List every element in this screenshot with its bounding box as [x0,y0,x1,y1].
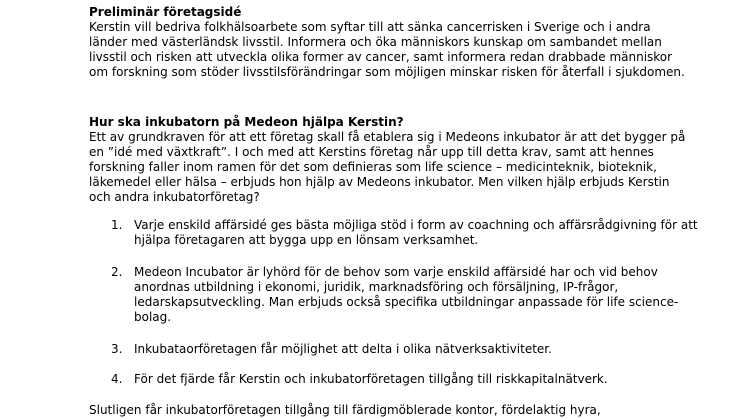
paragraph-preliminary-idea: Kerstin vill bedriva folkhälsoarbete som syftar till att sänka cancerrisken i Sverige och i andra länder med västerländsk livsstil. Informera och öka människors kunskap om sambandet mellan livsstil och risken att utveckla olika former av cancer, samt informera redan drabbade människor om forskning som stöder livsstilsförändringar som möjligen minskar risken för återfall i sjukdomen. [89,20,685,79]
heading-preliminary-idea: Preliminär företagsidé [89,5,242,19]
paragraph-incubator-help: Ett av grundkraven för att ett företag skall få etablera sig i Medeons inkubator är att det bygger på en ”idé med växtkraft”. I och med att Kerstins företag når upp till detta krav, samt att hennes forskning faller inom ramen för det som definieras som life science – medicinteknik, bioteknik, läkemedel eller hälsa – erbjuds hon hjälp av Medeons inkubator. Men vilken hjälp erbjuds Kerstin och andra inkubatorföretag? [89,130,686,204]
list-item [111,218,711,248]
section-preliminary-idea [89,5,689,80]
closing-paragraph: Slutligen får inkubatorföretagen tillgång till färdigmöblerade kontor, fördelaktig hyra, [89,403,601,417]
list-item-text: Inkubataorföretagen får möjlighet att delta i olika nätverksaktiviteter. [134,342,552,356]
heading-incubator-help: Hur ska inkubatorn på Medeon hjälpa Kerstin? [89,115,404,129]
closing-paragraph-block [89,403,689,418]
list-item [111,342,711,357]
list-item [111,372,711,387]
list-item-text: Medeon Incubator är lyhörd för de behov som varje enskild affärsidé har och vid behov anordnas utbildning i ekonomi, juridik, marknadsföring och försäljning, IP-frågor, ledarskapsutveckling. Man erbjuds också specifika utbildningar anpassade för life science-bolag. [134,265,679,324]
section-incubator-help [89,115,689,205]
list-item-number: 1. [111,218,123,232]
list-item-number: 4. [111,372,123,386]
list-item [111,265,711,325]
list-item-number: 2. [111,265,123,279]
list-item-text: Varje enskild affärsidé ges bästa möjliga stöd i form av coachning och affärsrådgivning för att hjälpa företagaren att bygga upp en lönsam verksamhet. [134,218,698,247]
list-item-text: För det fjärde får Kerstin och inkubatorföretagen tillgång till riskkapitalnätverk. [134,372,608,386]
list-item-number: 3. [111,342,123,356]
